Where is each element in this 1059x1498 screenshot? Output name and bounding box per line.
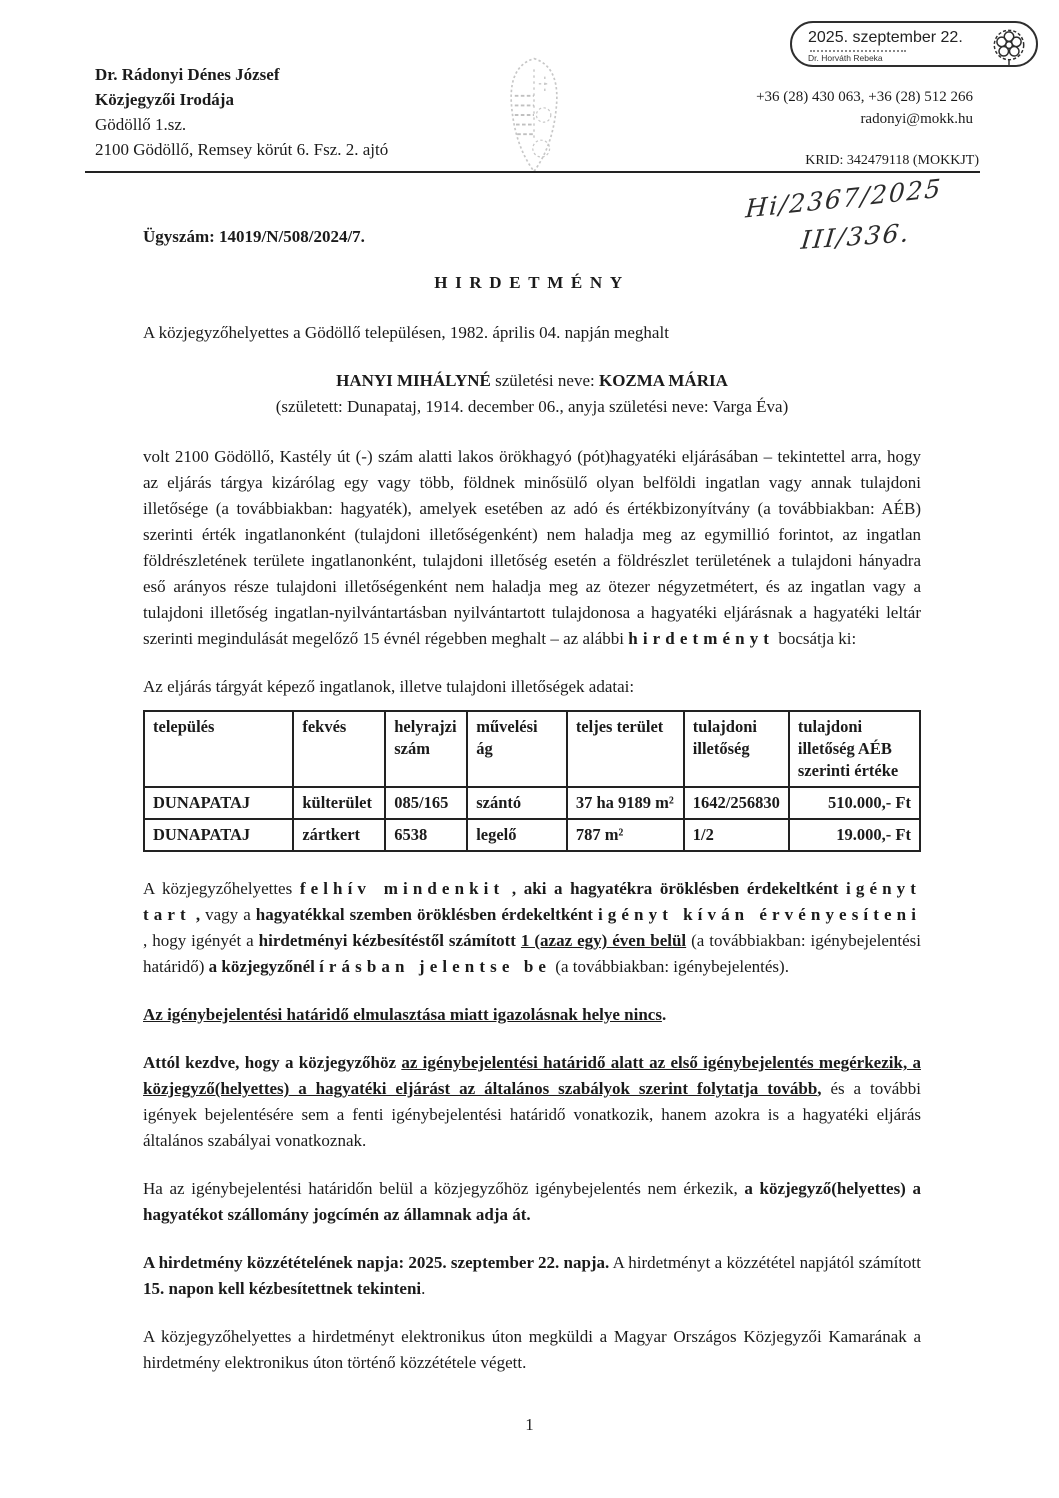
table-cell: szántó	[467, 787, 567, 819]
text-run: hirdetményi kézbesítéstől számított	[258, 931, 521, 950]
table-cell: 510.000,- Ft	[789, 787, 920, 819]
table-header-row	[144, 711, 920, 787]
document-title: HIRDETMÉNY	[434, 273, 630, 292]
text-run: ,	[504, 879, 524, 898]
text-run: felhív mindenkit	[299, 879, 505, 898]
text-run: volt 2100 Gödöllő, Kastély út (-) szám alatti lakos örökhagyó (pót)hagyatéki eljárásában – tekintettel arra, hogy az eljárás tárgya kizárólag egy vagy több, földnek minősülő olyan belföldi ingatlan vagy annak tulajdoni illetősége (a továbbiakban: hagyaték), amelyek esetében az adó és értékbizonyítvány (a továbbiakban: AÉB) szerinti érték ingatlanonként (tulajdoni illetőségenként) nem haladja meg az egymillió forintot, az ingatlan földrészletének területe ingatlanonként, tulajdoni illetőség esetén a földrészlet területének a tulajdoni hányadra eső arányos része tulajdoni illetőségenként nem haladja meg az ötezer négyzetmétert, és az ingatlan vagy a tulajdoni illetőség ingatlan-nyilvántartásban nyilvántartott tulajdonosa a hagyatéki eljárásnak a hagyatéki leltár szerinti megindulását megelőző 15 évnél régebben meghalt – az alábbi	[143, 447, 921, 648]
main-paragraph	[143, 444, 921, 652]
phone-numbers: +36 (28) 430 063, +36 (28) 512 266	[756, 89, 973, 105]
table-cell: legelő	[467, 819, 567, 851]
table-cell: zártkert	[293, 819, 385, 851]
table-cell: 19.000,- Ft	[789, 819, 920, 851]
table-header-cell: fekvés	[293, 711, 385, 787]
office-line3: Gödöllő 1.sz.	[95, 115, 187, 134]
text-run: 1 (azaz egy) éven belül	[520, 931, 687, 950]
text-run: A hirdetmény közzétételének napja: 2025. szeptember 22. napja.	[143, 1253, 610, 1272]
table-cell: 6538	[385, 819, 467, 851]
text-run: .	[661, 1005, 667, 1024]
text-run: bocsátja ki:	[774, 629, 857, 648]
text-run: A közjegyzőhelyettes	[143, 879, 300, 898]
text-run: a közjegyzőnél	[208, 957, 320, 976]
text-run: KOZMA MÁRIA	[598, 371, 728, 390]
text-run: és a további igények bejelentésére sem a fenti igénybejelentési határidő vonatkozik, hanem azokra is a hagyatéki eljárás általános szabályai vonatkoznak.	[143, 1079, 921, 1150]
text-run: (a továbbiakban: igénybejelentés).	[551, 957, 789, 976]
text-run: , hogy igényét a	[143, 931, 259, 950]
stamp-date: 2025. szeptember 22.	[808, 29, 963, 46]
call-paragraph	[143, 876, 921, 980]
stamp-dotted-line	[810, 50, 906, 52]
deceased-block	[143, 368, 921, 420]
table-header-cell: helyrajzi szám	[385, 711, 467, 787]
text-run: (a továbbiakban: igénybejelentési határidő)	[143, 931, 921, 976]
page-number: 1	[525, 1415, 534, 1434]
text-run: hagyatékkal szemben öröklésben érdekeltként	[255, 905, 598, 924]
table-header-cell: település	[144, 711, 293, 787]
stamp-signer-name: Dr. Horváth Rebeka	[808, 53, 883, 63]
notary-seal-icon	[988, 24, 1030, 66]
text-run: .	[421, 1279, 426, 1298]
coat-of-arms-watermark-icon	[497, 55, 571, 175]
office-name-line1: Dr. Rádonyi Dénes József	[95, 65, 280, 84]
office-line4: 2100 Gödöllő, Remsey körút 6. Fsz. 2. ajtó	[95, 140, 389, 159]
no-claim-paragraph	[143, 1176, 921, 1228]
table-cell: DUNAPATAJ	[144, 819, 293, 851]
text-run: igényt kíván érvényesíteni	[597, 905, 922, 924]
date-stamp	[790, 21, 1038, 67]
krid-line: KRID: 342479118 (MOKKJT)	[805, 153, 979, 168]
header-divider	[85, 171, 980, 173]
intro-line: A közjegyzőhelyettes a Gödöllő településen, 1982. április 04. napján meghalt	[143, 323, 669, 342]
text-run: ,	[817, 1079, 822, 1098]
text-run: Attól kezdve, hogy a közjegyzőhöz	[143, 1053, 402, 1072]
text-run: igényt tart	[143, 879, 921, 924]
table-intro-line: Az eljárás tárgyát képező ingatlanok, illetve tulajdoni illetőségek adatai:	[143, 677, 635, 696]
table-cell: 1642/256830	[684, 787, 789, 819]
table-cell: 787 m²	[567, 819, 684, 851]
table-cell: 37 ha 9189 m²	[567, 787, 684, 819]
text-run: Az igénybejelentési határidő elmulasztása miatt igazolásnak helye nincs	[143, 1005, 662, 1024]
property-table	[143, 710, 921, 852]
table-header-cell: teljes terület	[567, 711, 684, 787]
table-cell: 085/165	[385, 787, 467, 819]
no-excuse-line	[143, 1002, 921, 1028]
table-row	[144, 787, 920, 819]
document-body	[143, 224, 921, 1398]
deceased-name-line	[143, 368, 921, 394]
table-cell: 1/2	[684, 819, 789, 851]
table-header-cell: tulajdoni illetőség AÉB szerinti értéke	[789, 711, 920, 787]
text-run: az igénybejelentési határidő alatt az első igénybejelentés megérkezik, a közjegyző(helyettes) a hagyatéki eljárást az általános szabályok szerint folytatja tovább	[143, 1053, 921, 1098]
table-header-cell: tulajdoni illetőség	[684, 711, 789, 787]
email-address: radonyi@mokk.hu	[860, 111, 973, 127]
table-row	[144, 819, 920, 851]
text-run: HANYI MIHÁLYNÉ	[336, 371, 491, 390]
contact-block	[756, 86, 973, 130]
office-name-line2: Közjegyzői Irodája	[95, 90, 234, 109]
text-run: írásban jelentse be	[319, 957, 552, 976]
text-run: hirdetményt	[628, 629, 775, 648]
table-cell: külterület	[293, 787, 385, 819]
closing-paragraph: A közjegyzőhelyettes a hirdetményt elektronikus úton megküldi a Magyar Országos Közjegyzői Kamarának a hirdetmény elektronikus úton történő közzététele végett.	[143, 1327, 921, 1372]
handwritten-annotation-line2: III/336.	[799, 218, 913, 255]
deceased-birth-line: (született: Dunapataj, 1914. december 06., anyja születési neve: Varga Éva)	[275, 397, 789, 416]
text-run: 15. napon kell kézbesítettnek tekinteni	[143, 1279, 422, 1298]
text-run: a közjegyző(helyettes) a hagyatékot szállomány jogcímén az államnak adja át.	[143, 1179, 921, 1224]
table-header-cell: művelési ág	[467, 711, 567, 787]
text-run: vagy a	[205, 905, 256, 924]
letterhead-office-block	[95, 62, 388, 162]
handwritten-annotation-line1: Hi/2367/2025	[744, 173, 944, 224]
text-run: Ha az igénybejelentési határidőn belül a közjegyzőhöz igénybejelentés nem érkezik,	[143, 1179, 745, 1198]
from-then-paragraph	[143, 1050, 921, 1154]
table-cell: DUNAPATAJ	[144, 787, 293, 819]
text-run: aki a hagyatékra öröklésben érdekeltként	[523, 879, 847, 898]
text-run: A hirdetményt a közzététel napjától számított	[609, 1253, 921, 1272]
text-run: születési neve:	[490, 371, 599, 390]
text-run: ,	[190, 905, 206, 924]
case-number-line: Ügyszám: 14019/N/508/2024/7.	[143, 227, 365, 246]
publication-paragraph	[143, 1250, 921, 1302]
